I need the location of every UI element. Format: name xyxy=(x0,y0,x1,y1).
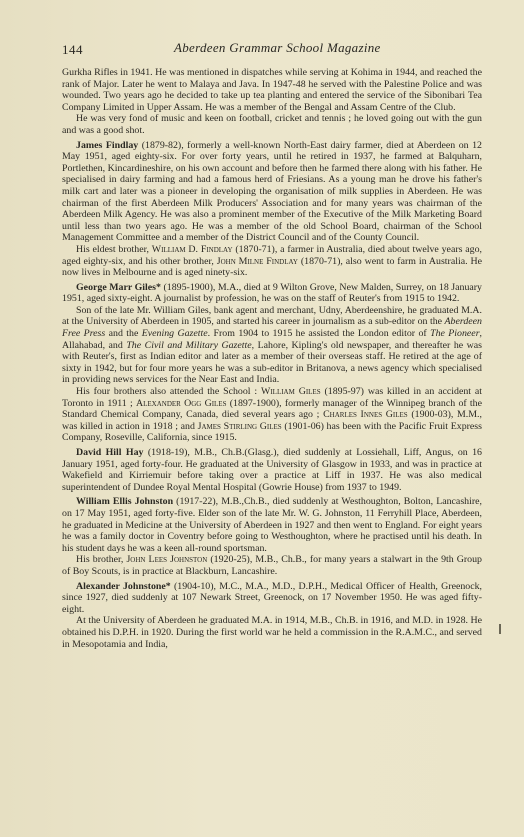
obituary-entry xyxy=(62,496,482,554)
text-run: (1920-25), M.B., Ch.B., for many years a stalwart in the 9th Group of Boy Scouts, is in practice at Blackburn, Lancashire. xyxy=(62,554,482,577)
person-name: Charles Innes Giles xyxy=(323,409,408,421)
obituary-text: (1917-22), M.B.,Ch.B., died suddenly at Westhoughton, Bolton, Lancashire, on 17 May 1951, aged forty-five. Elder son of the late Mr. W. G. Johnston, 11 Ferryhill Place, Aberdeen, he graduated in Medicine at the University of Aberdeen in 1927 and then went to England. For eight years he was a family doctor in Coventry before going to Westhoughton, where he practised until his death. In his student days he was a keen all-round sportsman. xyxy=(62,496,482,554)
paragraph: Gurkha Rifles in 1941. He was mentioned in dispatches while serving at Kohima in 1944, and reached the rank of Major. Later he went to Malaya and Java. In 1947-48 he served with the Palestine Police and was wounded. Two years ago he decided to take up tea planting and entered the service of the Sibonibari Tea Company Limited in Upper Assam. He was a member of the Bengal and Assam Centre of the Club. xyxy=(62,67,482,113)
page-body xyxy=(62,67,482,650)
paragraph xyxy=(62,244,482,279)
obituary-name: James Findlay xyxy=(76,139,139,151)
text-run: His eldest brother, xyxy=(76,243,152,255)
text-run: (1901-06) has been with the Pacific Fruit Express Company, Roseville, California, since 1915. xyxy=(62,420,482,444)
obituary-name: William Ellis Johnston xyxy=(76,496,174,508)
obituary-text: (1918-19), M.B., Ch.B.(Glasg.), died suddenly at Lossiehall, Liff, Angus, on 16 January 1951, aged forty-four. He graduated at the University of Glasgow in 1933, and was in practice at Wakefield and Kirriemuir before taking over a practice at Liff in 1937. He was also medical superintendent of Dundee Royal Mental Hospital (Gowrie House) from 1937 to 1949. xyxy=(62,447,482,493)
obituary-text: (1879-82), formerly a well-known North-East dairy farmer, died at Aberdeen on 12 May 1951, aged eighty-six. For over forty years, until he retired in 1937, he farmed at Balquharn, Portlethen, Kincardineshire, on his own account and before then he farmed there along with his father. He specialised in dairy farming and had a famous herd of Friesians. As a young man he drove his father's milk cart and later was a pioneer in developing the organisation of milk supplies in Aberdeen. He was chairman of the first Aberdeen Milk Producers' Association and for many years was chairman of the Aberdeen Milk Agency. He was also a prominent member of the Executive of the Milk Marketing Board until less than two years ago. He was a member of the old School Board, chairman of the School Management Committee and a member of the District Council and of the County Council. xyxy=(62,139,482,244)
obituary-entry xyxy=(62,282,482,305)
obituary-name: Alexander Johnstone* xyxy=(76,580,171,592)
person-name: James Stirling Giles xyxy=(197,420,282,432)
paragraph xyxy=(62,386,482,444)
obituary-entry xyxy=(62,581,482,616)
page-number: 144 xyxy=(62,42,83,57)
paragraph xyxy=(62,554,482,577)
publication-title: Aberdeen Free Press xyxy=(62,316,482,340)
running-title: Aberdeen Grammar School Magazine xyxy=(174,40,381,55)
obituary-name: David Hill Hay xyxy=(76,447,144,458)
text-run: , Allahabad, and xyxy=(62,328,483,351)
paragraph: At the University of Aberdeen he graduated M.A. in 1914, M.B., Ch.B. in 1916, and M.D. in 1928. He obtained his D.P.H. in 1920. During the first world war he held a commission in the R.A.M.C., and served in Mesopotamia and India, xyxy=(62,615,482,650)
person-name: William D. Findlay xyxy=(151,243,233,255)
obituary-entry xyxy=(62,140,482,244)
text-run: and the xyxy=(105,328,142,340)
text-run: (1895-97) was killed in an accident at Toronto in 1911 ; xyxy=(62,386,482,409)
text-run: . From 1904 to 1915 he assisted the London editor of xyxy=(207,328,431,340)
person-name: John Lees Johnston xyxy=(126,554,208,566)
text-run: (1900-03), M.M., was killed in action in 1918 ; and xyxy=(62,409,482,432)
margin-mark xyxy=(499,624,501,634)
text-run: Son of the late Mr. William Giles, bank agent and merchant, Udny, Aberdeenshire, he graduated M.A. at the University of Aberdeen in 1905, and started his career in journalism as a sub-editor on the xyxy=(62,304,482,328)
paragraph xyxy=(62,305,482,386)
publication-title: The Civil and Military Gazette xyxy=(126,339,252,351)
publication-title: The Pioneer xyxy=(430,328,480,340)
person-name: Alexander Ogg Giles xyxy=(135,397,227,409)
paragraph: He was very fond of music and keen on football, cricket and tennis ; he loved going out with the gun and was a good shot. xyxy=(62,113,482,136)
text-run: (1870-71), a farmer in Australia, died about twelve years ago, aged eighty-six, and his other brother, xyxy=(62,243,482,267)
obituary-entry xyxy=(62,447,482,493)
publication-title: Evening Gazette xyxy=(141,328,208,340)
text-run: , Lahore, Kipling's old newspaper, and thereafter he was with Reuter's, first as Indian editor and later as a member of their overseas staff. He retired at the age of sixty in 1942, but for four more years he was a sub-editor in Britanova, a news agency which specialised in providing news services for the Near East and India. xyxy=(62,339,482,386)
obituary-text: (1895-1900), M.A., died at 9 Wilton Grove, New Malden, Surrey, on 18 January 1951, aged sixty-eight. A journalist by profession, he was on the staff of Reuter's from 1915 to 1942. xyxy=(62,281,482,305)
obituary-text: (1904-10), M.C., M.A., M.D., D.P.H., Medical Officer of Health, Greenock, since 1927, died suddenly at 107 Newark Street, Greenock, on 17 November 1950. He was aged fifty-eight. xyxy=(62,580,482,615)
text-run: His brother, xyxy=(76,554,127,566)
person-name: William Giles xyxy=(261,386,321,398)
text-run: (1897-1900), formerly manager of the Winnipeg branch of the Standard Chemical Company, Canada, died several years ago ; xyxy=(62,397,482,421)
text-run: His four brothers also attended the School : xyxy=(76,386,262,398)
text-run: (1870-71), also went to farm in Australia. He now lives in Melbourne and is aged ninety-six. xyxy=(62,255,482,279)
obituary-name: George Marr Giles* xyxy=(76,281,161,293)
page-header xyxy=(62,40,482,60)
person-name: John Milne Findlay xyxy=(216,255,298,267)
